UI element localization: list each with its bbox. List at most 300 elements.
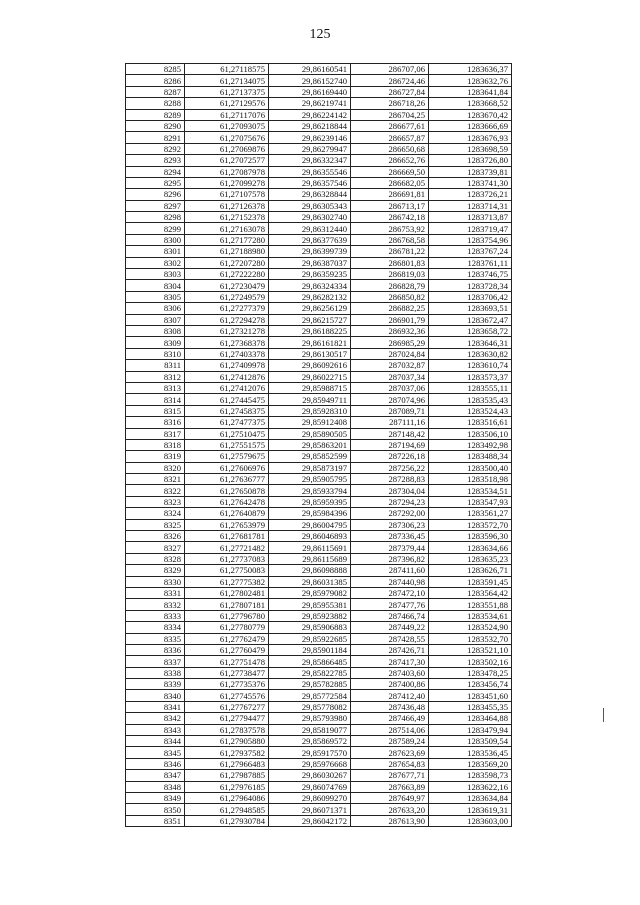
cell-latitude: 61,27794477	[185, 713, 269, 724]
cell-y-coordinate: 1283634,84	[429, 793, 512, 804]
table-row	[126, 257, 512, 268]
cell-latitude: 61,27409978	[185, 360, 269, 371]
cell-longitude: 29,86030267	[269, 770, 351, 781]
table-row	[126, 155, 512, 166]
cell-longitude: 29,86130517	[269, 348, 351, 359]
cell-x-coordinate: 286724,46	[351, 75, 429, 86]
cell-latitude: 61,27134075	[185, 75, 269, 86]
table-row	[126, 360, 512, 371]
cell-point-number: 8317	[126, 428, 185, 439]
table-row	[126, 690, 512, 701]
cell-x-coordinate: 287396,82	[351, 553, 429, 564]
table-row	[126, 758, 512, 769]
cell-point-number: 8306	[126, 303, 185, 314]
table-row	[126, 325, 512, 336]
cell-x-coordinate: 287411,60	[351, 565, 429, 576]
cell-longitude: 29,85984396	[269, 508, 351, 519]
table-row	[126, 713, 512, 724]
cell-point-number: 8341	[126, 701, 185, 712]
table-row	[126, 439, 512, 450]
cell-x-coordinate: 287037,06	[351, 382, 429, 393]
cell-point-number: 8300	[126, 234, 185, 245]
cell-point-number: 8301	[126, 246, 185, 257]
cell-y-coordinate: 1283521,10	[429, 644, 512, 655]
table-row	[126, 644, 512, 655]
cell-longitude: 29,86328844	[269, 189, 351, 200]
cell-point-number: 8308	[126, 325, 185, 336]
cell-y-coordinate: 1283502,16	[429, 656, 512, 667]
cell-latitude: 61,27294278	[185, 314, 269, 325]
cell-longitude: 29,86046893	[269, 531, 351, 542]
cell-point-number: 8331	[126, 587, 185, 598]
table-row	[126, 280, 512, 291]
cell-y-coordinate: 1283646,31	[429, 337, 512, 348]
cell-longitude: 29,85923882	[269, 610, 351, 621]
cell-longitude: 29,86092616	[269, 360, 351, 371]
cell-y-coordinate: 1283739,81	[429, 166, 512, 177]
table-row	[126, 64, 512, 75]
cell-point-number: 8285	[126, 64, 185, 75]
cell-longitude: 29,85819077	[269, 724, 351, 735]
cell-point-number: 8346	[126, 758, 185, 769]
cell-longitude: 29,86022715	[269, 371, 351, 382]
cell-latitude: 61,27188980	[185, 246, 269, 257]
cell-point-number: 8337	[126, 656, 185, 667]
cell-longitude: 29,85912408	[269, 417, 351, 428]
cell-point-number: 8292	[126, 143, 185, 154]
cell-y-coordinate: 1283534,61	[429, 610, 512, 621]
cell-latitude: 61,27129576	[185, 98, 269, 109]
cell-longitude: 29,86224142	[269, 109, 351, 120]
cell-y-coordinate: 1283536,45	[429, 747, 512, 758]
table-row	[126, 348, 512, 359]
cell-longitude: 29,86239146	[269, 132, 351, 143]
table-row	[126, 86, 512, 97]
cell-point-number: 8344	[126, 736, 185, 747]
cell-point-number: 8296	[126, 189, 185, 200]
cell-x-coordinate: 286669,50	[351, 166, 429, 177]
table-row	[126, 747, 512, 758]
cell-latitude: 61,27762479	[185, 633, 269, 644]
cell-x-coordinate: 287226,18	[351, 451, 429, 462]
cell-y-coordinate: 1283626,71	[429, 565, 512, 576]
cell-x-coordinate: 287633,20	[351, 804, 429, 815]
cell-longitude: 29,86324334	[269, 280, 351, 291]
cell-x-coordinate: 287194,69	[351, 439, 429, 450]
cell-x-coordinate: 287148,42	[351, 428, 429, 439]
cell-latitude: 61,27107578	[185, 189, 269, 200]
cell-longitude: 29,85863201	[269, 439, 351, 450]
cell-latitude: 61,27606976	[185, 462, 269, 473]
cell-longitude: 29,86188225	[269, 325, 351, 336]
cell-y-coordinate: 1283506,10	[429, 428, 512, 439]
table-row	[126, 531, 512, 542]
cell-x-coordinate: 287288,83	[351, 474, 429, 485]
table-row	[126, 143, 512, 154]
cell-point-number: 8299	[126, 223, 185, 234]
cell-x-coordinate: 286707,06	[351, 64, 429, 75]
cell-longitude: 29,85822785	[269, 667, 351, 678]
cell-y-coordinate: 1283598,73	[429, 770, 512, 781]
cell-y-coordinate: 1283713,87	[429, 212, 512, 223]
cell-longitude: 29,86302740	[269, 212, 351, 223]
cell-y-coordinate: 1283668,52	[429, 98, 512, 109]
cell-x-coordinate: 286704,25	[351, 109, 429, 120]
cell-x-coordinate: 286753,92	[351, 223, 429, 234]
cell-x-coordinate: 286657,87	[351, 132, 429, 143]
cell-point-number: 8327	[126, 542, 185, 553]
cell-longitude: 29,86098888	[269, 565, 351, 576]
cell-longitude: 29,86071371	[269, 804, 351, 815]
cell-latitude: 61,27905880	[185, 736, 269, 747]
cell-y-coordinate: 1283719,47	[429, 223, 512, 234]
cell-y-coordinate: 1283634,66	[429, 542, 512, 553]
cell-latitude: 61,27069876	[185, 143, 269, 154]
cell-x-coordinate: 287436,48	[351, 701, 429, 712]
coordinates-table	[125, 63, 512, 827]
table-row	[126, 656, 512, 667]
cell-point-number: 8290	[126, 120, 185, 131]
cell-x-coordinate: 287412,40	[351, 690, 429, 701]
cell-longitude: 29,86218844	[269, 120, 351, 131]
cell-x-coordinate: 286985,29	[351, 337, 429, 348]
cell-y-coordinate: 1283670,42	[429, 109, 512, 120]
scan-artifact-mark	[603, 708, 604, 722]
cell-longitude: 29,86387037	[269, 257, 351, 268]
cell-x-coordinate: 287037,34	[351, 371, 429, 382]
cell-x-coordinate: 287304,04	[351, 485, 429, 496]
table-row	[126, 622, 512, 633]
cell-longitude: 29,85852599	[269, 451, 351, 462]
cell-point-number: 8309	[126, 337, 185, 348]
table-row	[126, 633, 512, 644]
cell-longitude: 29,86169440	[269, 86, 351, 97]
cell-x-coordinate: 287440,98	[351, 576, 429, 587]
table-row	[126, 736, 512, 747]
cell-latitude: 61,27412076	[185, 382, 269, 393]
cell-y-coordinate: 1283619,31	[429, 804, 512, 815]
cell-latitude: 61,27760479	[185, 644, 269, 655]
cell-point-number: 8347	[126, 770, 185, 781]
cell-latitude: 61,27807181	[185, 599, 269, 610]
cell-point-number: 8289	[126, 109, 185, 120]
cell-y-coordinate: 1283535,43	[429, 394, 512, 405]
cell-x-coordinate: 287466,74	[351, 610, 429, 621]
cell-point-number: 8348	[126, 781, 185, 792]
table-row	[126, 120, 512, 131]
cell-x-coordinate: 287089,71	[351, 405, 429, 416]
cell-x-coordinate: 286742,18	[351, 212, 429, 223]
table-row	[126, 269, 512, 280]
cell-y-coordinate: 1283603,00	[429, 815, 512, 826]
cell-x-coordinate: 287336,45	[351, 531, 429, 542]
cell-point-number: 8328	[126, 553, 185, 564]
table-row	[126, 394, 512, 405]
cell-y-coordinate: 1283591,45	[429, 576, 512, 587]
cell-longitude: 29,86357546	[269, 177, 351, 188]
cell-latitude: 61,27222280	[185, 269, 269, 280]
cell-point-number: 8297	[126, 200, 185, 211]
cell-y-coordinate: 1283622,16	[429, 781, 512, 792]
cell-y-coordinate: 1283455,35	[429, 701, 512, 712]
cell-x-coordinate: 287477,76	[351, 599, 429, 610]
cell-y-coordinate: 1283610,74	[429, 360, 512, 371]
cell-y-coordinate: 1283516,61	[429, 417, 512, 428]
cell-latitude: 61,27948585	[185, 804, 269, 815]
cell-y-coordinate: 1283741,30	[429, 177, 512, 188]
table-row	[126, 212, 512, 223]
cell-latitude: 61,27152378	[185, 212, 269, 223]
cell-longitude: 29,85901184	[269, 644, 351, 655]
cell-x-coordinate: 286882,25	[351, 303, 429, 314]
cell-y-coordinate: 1283698,59	[429, 143, 512, 154]
cell-y-coordinate: 1283676,93	[429, 132, 512, 143]
table-row	[126, 462, 512, 473]
cell-point-number: 8298	[126, 212, 185, 223]
cell-latitude: 61,27735376	[185, 679, 269, 690]
cell-longitude: 29,86074769	[269, 781, 351, 792]
table-row	[126, 542, 512, 553]
cell-y-coordinate: 1283630,82	[429, 348, 512, 359]
cell-longitude: 29,86399739	[269, 246, 351, 257]
cell-latitude: 61,27093075	[185, 120, 269, 131]
cell-y-coordinate: 1283518,98	[429, 474, 512, 485]
table-row	[126, 189, 512, 200]
cell-x-coordinate: 287024,84	[351, 348, 429, 359]
table-row	[126, 724, 512, 735]
cell-point-number: 8316	[126, 417, 185, 428]
coordinates-table-body	[126, 64, 512, 827]
cell-longitude: 29,85959395	[269, 496, 351, 507]
table-row	[126, 75, 512, 86]
cell-x-coordinate: 287428,55	[351, 633, 429, 644]
cell-point-number: 8332	[126, 599, 185, 610]
cell-y-coordinate: 1283754,96	[429, 234, 512, 245]
cell-latitude: 61,27368378	[185, 337, 269, 348]
cell-longitude: 29,85949711	[269, 394, 351, 405]
cell-x-coordinate: 287589,24	[351, 736, 429, 747]
cell-x-coordinate: 287654,83	[351, 758, 429, 769]
cell-y-coordinate: 1283726,21	[429, 189, 512, 200]
cell-point-number: 8310	[126, 348, 185, 359]
table-row	[126, 234, 512, 245]
cell-longitude: 29,85778082	[269, 701, 351, 712]
cell-y-coordinate: 1283632,76	[429, 75, 512, 86]
cell-point-number: 8333	[126, 610, 185, 621]
cell-y-coordinate: 1283635,23	[429, 553, 512, 564]
cell-latitude: 61,27510475	[185, 428, 269, 439]
cell-x-coordinate: 287677,71	[351, 770, 429, 781]
cell-point-number: 8350	[126, 804, 185, 815]
cell-latitude: 61,27072577	[185, 155, 269, 166]
cell-point-number: 8343	[126, 724, 185, 735]
cell-x-coordinate: 287306,23	[351, 519, 429, 530]
cell-point-number: 8312	[126, 371, 185, 382]
cell-x-coordinate: 287256,22	[351, 462, 429, 473]
cell-y-coordinate: 1283596,30	[429, 531, 512, 542]
page-number: 125	[309, 27, 331, 42]
cell-x-coordinate: 286768,58	[351, 234, 429, 245]
cell-longitude: 29,86377639	[269, 234, 351, 245]
cell-x-coordinate: 286819,03	[351, 269, 429, 280]
cell-longitude: 29,86219741	[269, 98, 351, 109]
table-row	[126, 428, 512, 439]
cell-longitude: 29,86256129	[269, 303, 351, 314]
cell-point-number: 8304	[126, 280, 185, 291]
cell-latitude: 61,27321278	[185, 325, 269, 336]
cell-y-coordinate: 1283524,43	[429, 405, 512, 416]
cell-point-number: 8342	[126, 713, 185, 724]
table-row	[126, 587, 512, 598]
cell-x-coordinate: 286850,82	[351, 291, 429, 302]
cell-point-number: 8349	[126, 793, 185, 804]
cell-longitude: 29,85928310	[269, 405, 351, 416]
cell-latitude: 61,27745576	[185, 690, 269, 701]
cell-point-number: 8326	[126, 531, 185, 542]
cell-point-number: 8351	[126, 815, 185, 826]
cell-point-number: 8340	[126, 690, 185, 701]
cell-point-number: 8305	[126, 291, 185, 302]
cell-y-coordinate: 1283569,20	[429, 758, 512, 769]
cell-latitude: 61,27477375	[185, 417, 269, 428]
cell-x-coordinate: 286781,22	[351, 246, 429, 257]
cell-longitude: 29,85955381	[269, 599, 351, 610]
cell-x-coordinate: 286901,79	[351, 314, 429, 325]
cell-x-coordinate: 287426,71	[351, 644, 429, 655]
cell-x-coordinate: 287032,87	[351, 360, 429, 371]
cell-latitude: 61,27403378	[185, 348, 269, 359]
cell-x-coordinate: 287400,86	[351, 679, 429, 690]
cell-latitude: 61,27653979	[185, 519, 269, 530]
cell-longitude: 29,86115691	[269, 542, 351, 553]
table-row	[126, 223, 512, 234]
cell-point-number: 8334	[126, 622, 185, 633]
table-row	[126, 382, 512, 393]
cell-point-number: 8287	[126, 86, 185, 97]
table-row	[126, 770, 512, 781]
cell-y-coordinate: 1283534,51	[429, 485, 512, 496]
cell-longitude: 29,85979082	[269, 587, 351, 598]
cell-latitude: 61,27579675	[185, 451, 269, 462]
cell-y-coordinate: 1283456,74	[429, 679, 512, 690]
cell-latitude: 61,27412876	[185, 371, 269, 382]
cell-x-coordinate: 287292,00	[351, 508, 429, 519]
cell-longitude: 29,86115689	[269, 553, 351, 564]
cell-latitude: 61,27642478	[185, 496, 269, 507]
cell-x-coordinate: 287623,69	[351, 747, 429, 758]
cell-longitude: 29,86161821	[269, 337, 351, 348]
cell-latitude: 61,27249579	[185, 291, 269, 302]
cell-x-coordinate: 286932,36	[351, 325, 429, 336]
cell-longitude: 29,85988715	[269, 382, 351, 393]
cell-latitude: 61,27163078	[185, 223, 269, 234]
table-row	[126, 200, 512, 211]
cell-y-coordinate: 1283564,42	[429, 587, 512, 598]
cell-longitude: 29,85922685	[269, 633, 351, 644]
cell-latitude: 61,27780779	[185, 622, 269, 633]
cell-point-number: 8311	[126, 360, 185, 371]
cell-x-coordinate: 287472,10	[351, 587, 429, 598]
cell-latitude: 61,27837578	[185, 724, 269, 735]
table-row	[126, 337, 512, 348]
cell-point-number: 8322	[126, 485, 185, 496]
cell-longitude: 29,86312440	[269, 223, 351, 234]
cell-y-coordinate: 1283492,98	[429, 439, 512, 450]
cell-point-number: 8335	[126, 633, 185, 644]
cell-latitude: 61,27230479	[185, 280, 269, 291]
cell-latitude: 61,27277379	[185, 303, 269, 314]
cell-y-coordinate: 1283500,40	[429, 462, 512, 473]
cell-y-coordinate: 1283672,47	[429, 314, 512, 325]
cell-y-coordinate: 1283706,42	[429, 291, 512, 302]
cell-longitude: 29,85933794	[269, 485, 351, 496]
table-row	[126, 177, 512, 188]
cell-longitude: 29,86042172	[269, 815, 351, 826]
cell-latitude: 61,27458375	[185, 405, 269, 416]
table-row	[126, 98, 512, 109]
table-row	[126, 371, 512, 382]
cell-point-number: 8291	[126, 132, 185, 143]
cell-y-coordinate: 1283636,37	[429, 64, 512, 75]
cell-point-number: 8303	[126, 269, 185, 280]
cell-latitude: 61,27681781	[185, 531, 269, 542]
cell-y-coordinate: 1283666,69	[429, 120, 512, 131]
cell-x-coordinate: 286691,81	[351, 189, 429, 200]
cell-point-number: 8323	[126, 496, 185, 507]
cell-longitude: 29,86359235	[269, 269, 351, 280]
cell-point-number: 8286	[126, 75, 185, 86]
cell-latitude: 61,27930784	[185, 815, 269, 826]
cell-x-coordinate: 286652,76	[351, 155, 429, 166]
cell-longitude: 29,85869572	[269, 736, 351, 747]
cell-y-coordinate: 1283714,31	[429, 200, 512, 211]
table-row	[126, 109, 512, 120]
cell-latitude: 61,27796780	[185, 610, 269, 621]
cell-latitude: 61,27750083	[185, 565, 269, 576]
table-row	[126, 451, 512, 462]
cell-x-coordinate: 287111,16	[351, 417, 429, 428]
cell-x-coordinate: 286713,17	[351, 200, 429, 211]
cell-point-number: 8345	[126, 747, 185, 758]
table-row	[126, 474, 512, 485]
cell-point-number: 8314	[126, 394, 185, 405]
cell-y-coordinate: 1283658,72	[429, 325, 512, 336]
cell-longitude: 29,86152740	[269, 75, 351, 86]
table-row	[126, 485, 512, 496]
cell-latitude: 61,27126378	[185, 200, 269, 211]
table-row	[126, 417, 512, 428]
table-row	[126, 314, 512, 325]
cell-latitude: 61,27987885	[185, 770, 269, 781]
cell-longitude: 29,85917570	[269, 747, 351, 758]
cell-latitude: 61,27636777	[185, 474, 269, 485]
cell-point-number: 8319	[126, 451, 185, 462]
table-row	[126, 303, 512, 314]
cell-x-coordinate: 287417,30	[351, 656, 429, 667]
table-row	[126, 565, 512, 576]
table-row	[126, 610, 512, 621]
table-row	[126, 132, 512, 143]
cell-longitude: 29,86004795	[269, 519, 351, 530]
cell-latitude: 61,27445475	[185, 394, 269, 405]
table-row	[126, 667, 512, 678]
cell-longitude: 29,85772584	[269, 690, 351, 701]
cell-latitude: 61,27551575	[185, 439, 269, 450]
cell-latitude: 61,27087978	[185, 166, 269, 177]
cell-longitude: 29,85793980	[269, 713, 351, 724]
cell-latitude: 61,27640879	[185, 508, 269, 519]
cell-x-coordinate: 287613,90	[351, 815, 429, 826]
